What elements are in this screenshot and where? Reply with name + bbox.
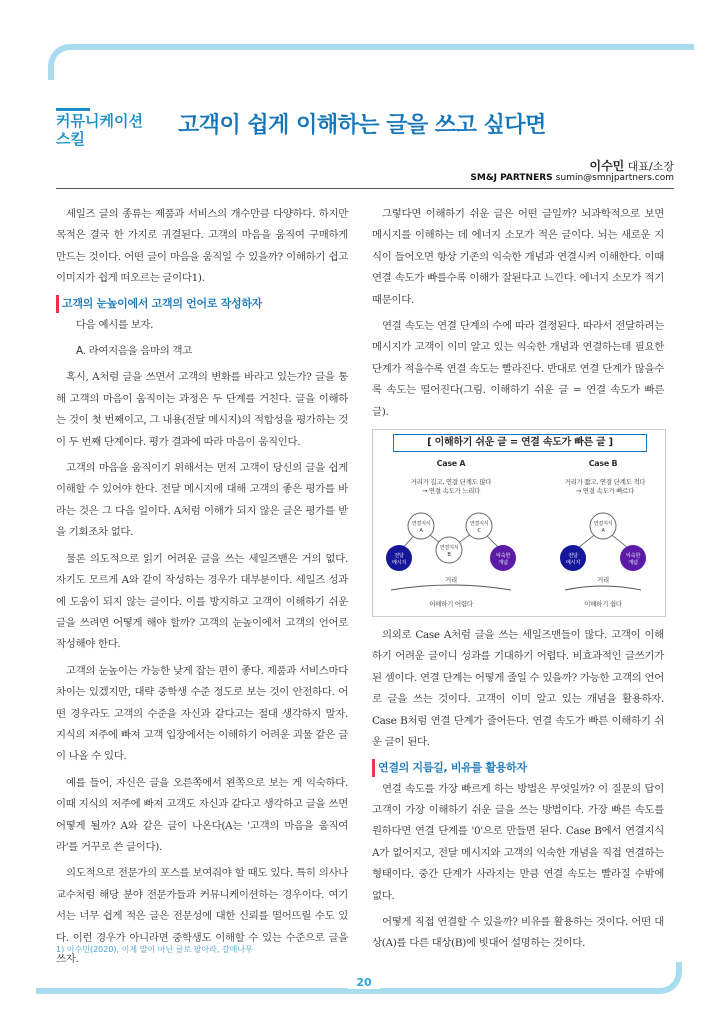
paragraph: 다음 예시를 보자. [76,318,154,331]
paragraph: 혹시, A처럼 글을 쓰면서 고객의 변화를 바라고 있는가? 글을 통해 고객의 마음이 움직이는 과정은 두 단계를 거친다. 글을 이해하는 것이 첫 번째이고, 그 내용(전달 메시지)의 적합성을 평가하는 것이 두 번째 단계이다. 평가 결과에 따라 마음이 움직인다. [56,371,348,448]
header-rule [56,188,674,189]
node-text: 개념 [498,560,508,567]
case-a-result: → 연결 속도가 느리다 [421,487,481,496]
author-email: sumin@smnjpartners.com [555,173,674,183]
case-a-desc: 거리가 길고, 연결 단계도 많다 [410,478,492,487]
author-name: 이수민 [589,159,625,173]
node-text: A [601,528,605,535]
node-text: C [477,528,481,535]
paragraph: 그렇다면 이해하기 쉬운 글은 어떤 글일까? 뇌과학적으로 보면 메시지를 이해하는 데 에너지 소모가 적은 글이다. 뇌는 새로운 지식이 들어오면 항상 기존의 익숙한 개념과 연결시켜 이해한다. 이때 연결 속도가 빠를수록 이해가 잘된다고 느낀다. 에너지 소모가 적기 때문이다. [372,208,664,306]
right-column [372,204,664,960]
paragraph: 세일즈 글의 종류는 제품과 서비스의 개수만큼 다양하다. 하지만 목적은 결국 한 가지로 귀결된다. 고객의 마음을 움직여 구매하게 만드는 것이다. 어떤 글이 마음을 움직일 수 있을까? 이해하기 쉽고 이미지가 쉽게 떠오르는 글이다1). [56,208,348,285]
section-label: 커뮤니케이션 스킬 [56,112,143,148]
article-title: 고객이 쉽게 이해하는 글을 쓰고 싶다면 [178,113,546,138]
footnote: 1) 이수민(2020), 이제 말이 아닌 글로 팔아라, 갈매나무 [56,945,253,954]
subheading: 고객의 눈높이에서 고객의 언어로 작성하자 [56,295,348,313]
subheading: 연결의 지름길, 비유를 활용하자 [372,759,664,777]
node-text: 전달 [394,553,404,560]
node-text: 연결지식 [439,545,459,552]
figure-title: [ 이해하기 쉬운 글 = 연결 속도가 빠른 글 ] [393,434,647,452]
distance-brackets [391,585,641,590]
case-b-result: → 연결 속도가 빠르다 [575,487,635,496]
connection-speed-figure [372,429,666,617]
node-text: B [447,552,451,559]
paragraph: 연결 속도를 가장 빠르게 하는 방법은 무엇일까? 이 질문의 답이 고객이 가장 이해하기 쉬운 글을 쓰는 방법이다. 가장 빠른 속도를 원하다면 연결 단계를 '0'으로 만들면 된다. Case B에서 연결지식 A가 없어지고, 전달 메시지와 고객의 익숙한 개념을 직접 연결하는 형태이다. 중간 단계가 사라지는 만큼 연결 속도는 빨라질 수밖에 없다. [372,782,664,902]
node-text: 메시지 [565,560,581,567]
case-a-label: Case A [436,459,466,469]
paragraph: 어떻게 직접 연결할 수 있을까? 비유를 활용하는 것이다. 어떤 대상(A)를 다른 대상(B)에 빗대어 설명하는 것이다. [372,915,664,950]
figure-diagram [373,430,665,616]
case-b-label: Case B [588,459,618,469]
paragraph: 물론 의도적으로 읽기 어려운 글을 쓰는 세일즈맨은 거의 없다. 자기도 모르게 A와 같이 작성하는 경우가 대부분이다. 세일즈 성과에 도움이 되지 않는 글이다. 이를 방지하고 고객이 이해하기 쉬운 글을 쓰려면 어떻게 해야 할까? 고객의 눈높이에서 고객의 언어로 작성해야 한다. [56,552,348,651]
distance-label-a: 거리 [445,576,457,585]
node-text: 익숙한 [495,553,511,560]
paragraph: 연결 속도는 연결 단계의 수에 따라 결정된다. 따라서 전달하려는 메시지가 고객이 이미 알고 있는 익숙한 개념과 연결하는데 필요한 단계가 적을수록 연결 속도는 빨라진다. 반대로 연결 단계가 많을수록 속도는 떨어진다(그림. 이해하기 쉬운 글 = 연결 속도가 빠른 글). [372,320,664,418]
easy-label: 이해하기 쉽다 [584,600,622,609]
org-name: SM&J PARTNERS [470,173,553,183]
node-text: 익숙한 [625,553,641,560]
paragraph: 의도적으로 전문가의 포스를 보여줘야 할 때도 있다. 특히 의사나 교수처럼 해당 분야 전문가들과 커뮤니케이션하는 경우이다. 여기서는 너무 쉽게 적은 글은 전문성에 대한 신뢰를 떨어뜨릴 수도 있다. 이런 경우가 아니라면 중학생도 이해할 수 있는 수준으로 글을 쓰자. [56,867,348,965]
hard-label: 이해하기 어렵다 [429,600,473,609]
node-text: 전달 [568,553,578,560]
section-accent-bar [56,108,90,111]
author [590,157,675,174]
left-column [56,204,348,975]
node-text: A [419,528,423,535]
page-number: 20 [348,976,380,989]
node-text: 메시지 [391,560,407,567]
node-text: 연결지식 [593,521,613,528]
distance-label-b: 거리 [597,576,609,585]
paragraph: 고객의 눈높이는 가능한 낮게 잡는 편이 좋다. 제품과 서비스마다 차이는 있겠지만, 대략 중학생 수준 정도로 보는 것이 안전하다. 어떤 경우라도 고객의 수준을 자신과 같다고는 절대 생각하지 말자. 지식의 저주에 빠져 고객 입장에서는 이해하기 어려운 괴물 같은 글이 나올 수 있다. [56,664,348,763]
top-frame-decoration [48,44,694,80]
author-role: 대표/소장 [627,160,674,173]
node-text: 연결지식 [411,521,431,528]
case-b-desc: 거리가 짧고, 연결 단계도 적다 [564,478,646,487]
example-line: A. 라여지음을 음마의 객고 [76,345,193,358]
node-text: 개념 [628,560,638,567]
paragraph: 예를 들어, 자신은 글을 오른쪽에서 왼쪽으로 보는 게 익숙하다. 이때 지식의 저주에 빠져 고객도 자신과 같다고 생각하고 글을 쓰면 어떻게 될까? A와 같은 글이 나온다(A는 '고객의 마음을 움직여라'를 거꾸로 쓴 글이다). [56,776,348,853]
paragraph: 의외로 Case A처럼 글을 쓰는 세일즈맨들이 많다. 고객이 이해하기 어려운 글이니 성과를 기대하기 어렵다. 비효과적인 글쓰기가 된 셈이다. 연결 단계는 어떻게 줄일 수 있을까? 가능한 고객의 언어로 글을 쓰는 것이다. 고객이 이미 알고 있는 개념을 활용하자. Case B처럼 연결 단계가 줄어든다. 연결 속도가 빠른 이해하기 쉬운 글이 된다. [372,629,664,749]
author-org [470,173,674,183]
paragraph: 고객의 마음을 움직이기 위해서는 먼저 고객이 당신의 글을 쉽게 이해할 수 있어야 한다. 전달 메시지에 대해 고객의 좋은 평가를 바라는 것은 그 다음 일이다. A처럼 이해가 되지 않은 글은 평가를 받을 기회조차 없다. [56,462,348,539]
node-text: 연결지식 [469,521,489,528]
